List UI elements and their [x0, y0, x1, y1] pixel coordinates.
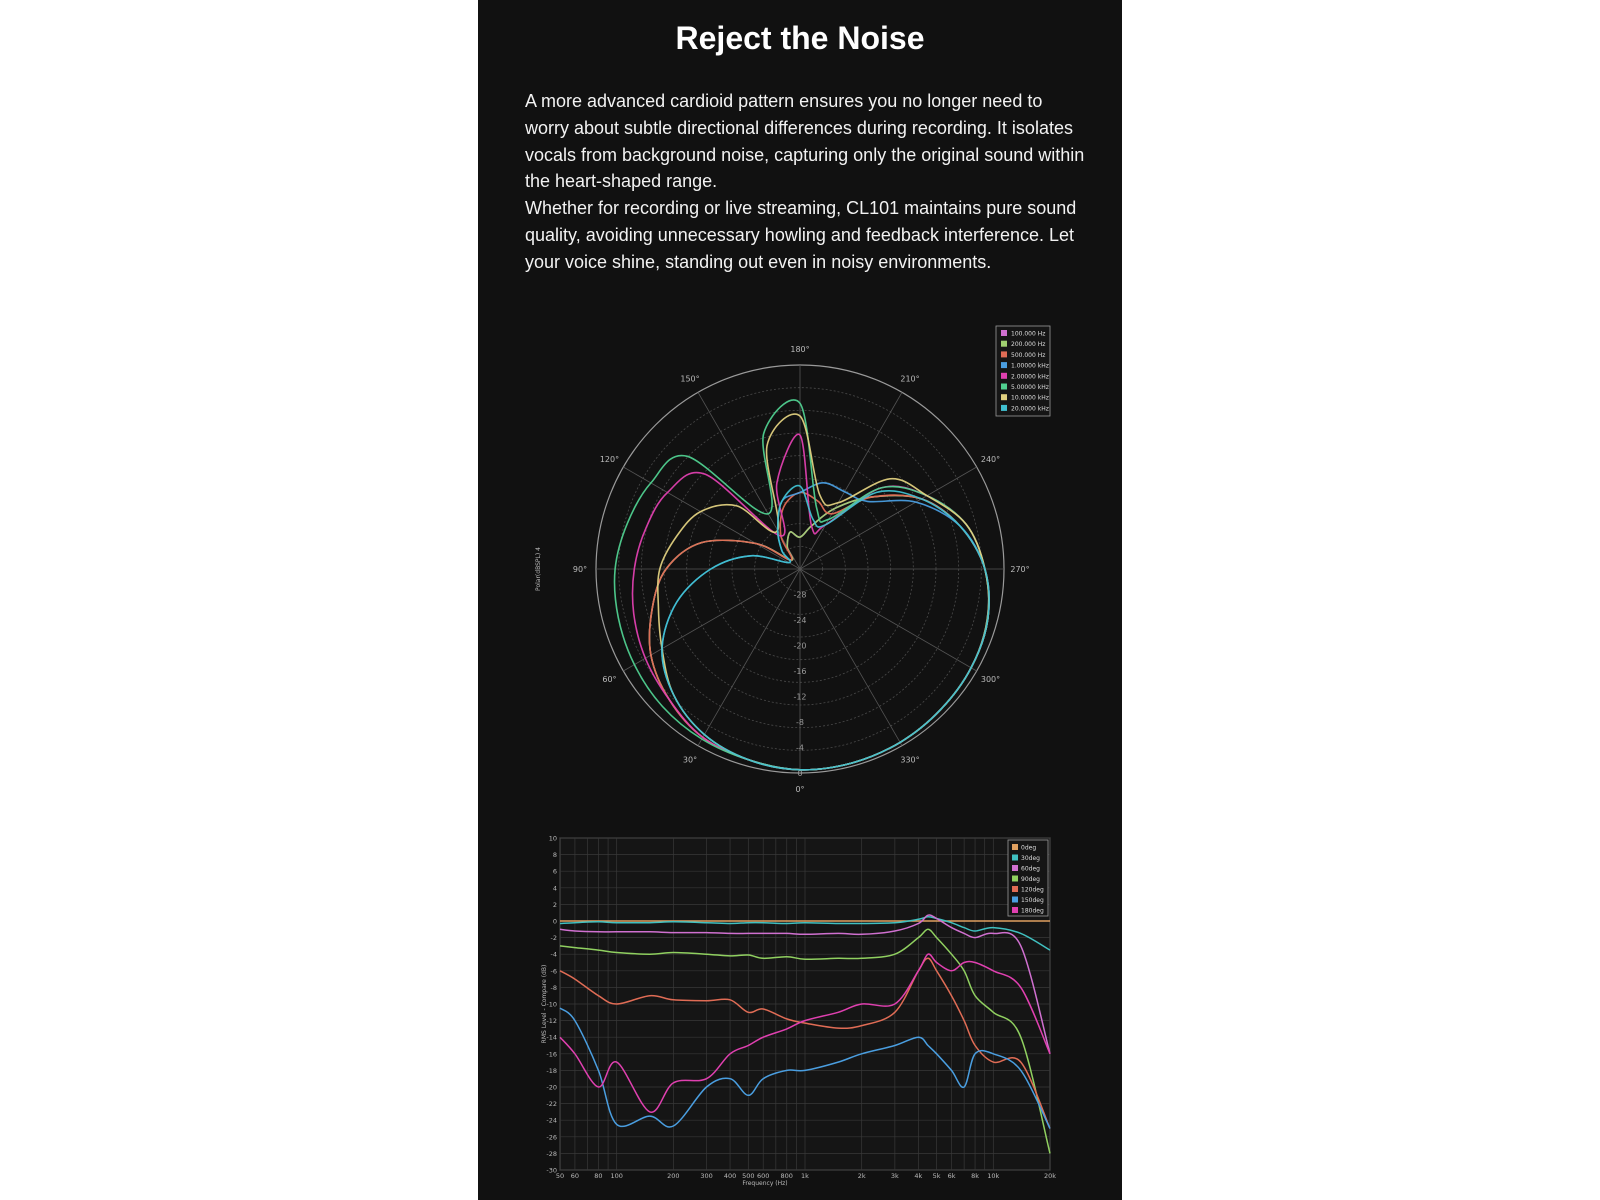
freq-legend-swatch	[1012, 865, 1018, 871]
polar-radial-tick-label: -16	[793, 667, 807, 676]
freq-y-tick-label: -26	[546, 1133, 557, 1142]
description-paragraph-2: Whether for recording or live streaming, CL101 maintains pure sound quality, avoiding unnecessary howling and feedback interference. Let your voice shine, standing out even in noisy environments.	[525, 198, 1077, 272]
freq-x-tick-label: 200	[667, 1172, 680, 1180]
freq-y-tick-label: 0	[552, 917, 557, 926]
freq-legend-label: 150deg	[1021, 897, 1044, 904]
polar-angle-label: 120°	[599, 455, 620, 464]
polar-angle-label: 210°	[900, 374, 920, 384]
polar-legend-swatch	[1001, 405, 1007, 411]
polar-angle-label: 240°	[980, 455, 1001, 464]
polar-legend-swatch	[1001, 384, 1007, 390]
polar-angle-label: 300°	[980, 675, 1001, 684]
polar-legend-swatch	[1001, 341, 1007, 347]
polar-series-line	[649, 492, 989, 769]
polar-legend-swatch	[1001, 394, 1007, 400]
polar-radial-tick-label: -12	[793, 692, 807, 702]
polar-series-line	[658, 414, 989, 770]
freq-x-tick-label: 400	[723, 1172, 737, 1180]
polar-radial-tick-label: -24	[793, 616, 807, 625]
polar-legend-label: 20.0000 kHz	[1011, 405, 1049, 413]
polar-angle-label: 150°	[680, 374, 700, 384]
freq-y-tick-label: 4	[552, 884, 557, 893]
freq-y-axis-label: RMS Level - Compare (dB)	[541, 964, 548, 1044]
freq-y-tick-label: 2	[552, 900, 557, 909]
freq-x-tick-label: 300	[700, 1172, 713, 1180]
polar-grid-spoke	[800, 569, 977, 671]
polar-radial-tick-label: -20	[793, 641, 807, 651]
freq-y-tick-label: 6	[552, 867, 557, 876]
freq-y-tick-label: -8	[550, 983, 557, 992]
freq-y-tick-label: 10	[548, 834, 557, 843]
polar-angle-label: 30°	[682, 755, 698, 765]
polar-legend-label: 2.00000 kHz	[1011, 373, 1049, 381]
freq-x-tick-label: 6k	[947, 1172, 956, 1180]
freq-y-tick-label: -6	[550, 967, 557, 976]
freq-x-tick-label: 100	[610, 1172, 623, 1180]
freq-legend-label: 120deg	[1021, 886, 1044, 894]
polar-legend-label: 100.000 Hz	[1011, 330, 1046, 338]
freq-y-tick-label: -18	[546, 1066, 557, 1075]
freq-x-tick-label: 1k	[801, 1172, 809, 1180]
polar-radial-tick-label: 0	[797, 769, 803, 778]
polar-series-line	[633, 434, 989, 770]
freq-legend-swatch	[1012, 844, 1018, 850]
polar-legend-swatch	[1001, 373, 1007, 379]
freq-x-tick-label: 4k	[914, 1172, 923, 1180]
page-title: Reject the Noise	[675, 20, 925, 56]
polar-angle-label: 0°	[795, 785, 805, 794]
polar-legend-label: 500.000 Hz	[1011, 351, 1046, 359]
freq-legend-swatch	[1012, 907, 1018, 913]
freq-legend-swatch	[1012, 886, 1018, 892]
polar-angle-label: 60°	[602, 675, 617, 684]
polar-legend-label: 1.00000 kHz	[1011, 362, 1049, 370]
freq-y-tick-label: -12	[546, 1017, 557, 1026]
polar-radial-tick-label: -8	[796, 718, 804, 727]
polar-angle-label: 270°	[1010, 565, 1030, 574]
freq-x-tick-label: 3k	[890, 1172, 899, 1180]
freq-legend-label: 0deg	[1021, 844, 1037, 852]
freq-legend-label: 60deg	[1021, 865, 1040, 873]
freq-legend-swatch	[1012, 855, 1018, 861]
description-text	[525, 88, 1085, 276]
polar-legend-label: 10.0000 kHz	[1011, 394, 1049, 402]
polar-radial-tick-label: -28	[793, 590, 807, 600]
freq-legend-swatch	[1012, 876, 1018, 882]
polar-angle-label: 180°	[790, 345, 810, 354]
polar-angle-label: 330°	[900, 755, 920, 765]
polar-legend-label: 5.00000 kHz	[1011, 384, 1049, 391]
freq-y-tick-label: -20	[546, 1083, 557, 1092]
freq-x-tick-label: 5k	[932, 1172, 941, 1180]
polar-angle-label: 90°	[572, 565, 588, 574]
polar-series-line	[615, 400, 989, 770]
freq-y-tick-label: -2	[550, 934, 557, 943]
freq-y-tick-label: -16	[546, 1050, 557, 1059]
freq-y-tick-label: -14	[546, 1033, 557, 1042]
freq-y-tick-label: -10	[546, 1000, 557, 1009]
freq-x-tick-label: 60	[570, 1172, 580, 1180]
freq-y-tick-label: -30	[546, 1166, 557, 1175]
polar-legend-swatch	[1001, 351, 1007, 357]
polar-legend-swatch	[1001, 362, 1007, 368]
freq-y-tick-label: -24	[546, 1116, 557, 1125]
freq-y-tick-label: 8	[552, 851, 557, 860]
freq-x-tick-label: 50	[555, 1172, 565, 1180]
freq-x-tick-label: 80	[594, 1172, 603, 1180]
polar-axis-label: Polar(dBSPL) 4	[535, 547, 542, 591]
freq-legend-swatch	[1012, 897, 1018, 903]
freq-x-tick-label: 10k	[987, 1172, 1000, 1180]
description-paragraph-1: A more advanced cardioid pattern ensures you no longer need to worry about subtle directional differences during recording. It isolates vocals from background noise, capturing only the original sound within the heart-shaped range.	[525, 91, 1085, 192]
polar-legend-box	[996, 326, 1050, 416]
polar-legend-label: 200.000 Hz	[1011, 341, 1046, 349]
freq-x-tick-label: 8k	[971, 1172, 980, 1180]
freq-x-tick-label: 20k	[1043, 1172, 1057, 1180]
freq-y-tick-label: -22	[546, 1100, 557, 1109]
freq-y-tick-label: -28	[546, 1149, 557, 1158]
content-panel	[478, 0, 1122, 1200]
freq-y-tick-label: -4	[550, 950, 557, 959]
polar-radial-tick-label: -4	[796, 743, 804, 753]
freq-legend-label: 90deg	[1021, 876, 1040, 883]
freq-x-tick-label: 2k	[857, 1172, 866, 1180]
freq-legend-label: 180deg	[1021, 907, 1044, 915]
frequency-response-chart	[478, 830, 1122, 1190]
freq-x-axis-label: Frequency (Hz)	[742, 1180, 788, 1187]
freq-legend-label: 30deg	[1021, 855, 1040, 862]
polar-pattern-chart	[478, 320, 1122, 810]
polar-legend-swatch	[1001, 330, 1007, 336]
freq-x-tick-label: 800	[780, 1172, 793, 1180]
freq-x-tick-label: 500	[742, 1172, 755, 1180]
freq-x-tick-label: 600	[757, 1172, 770, 1180]
